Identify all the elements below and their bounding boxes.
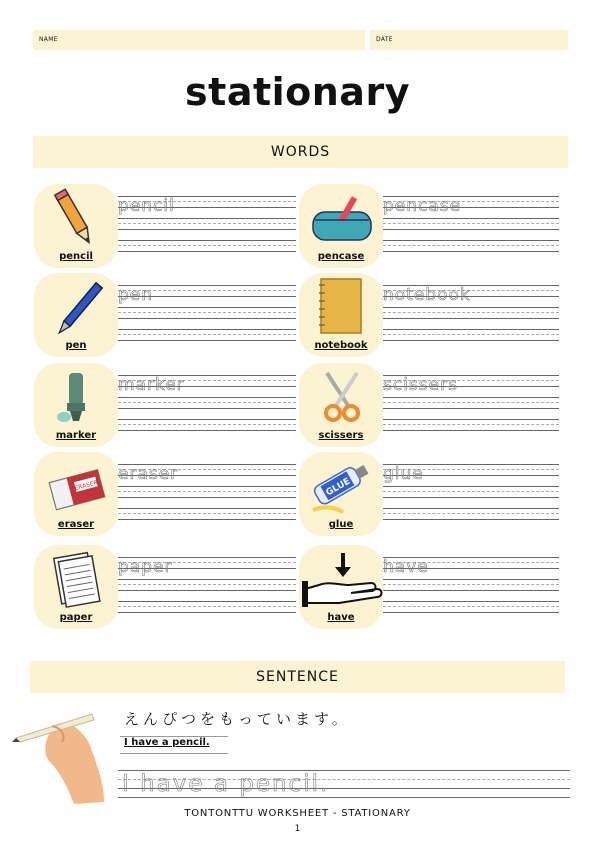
writing-lines-eraser[interactable] [118, 464, 296, 526]
writing-line[interactable] [383, 307, 559, 319]
writing-lines-have[interactable] [383, 557, 559, 619]
word-card-eraser [34, 452, 118, 536]
eraser-icon [34, 452, 118, 522]
writing-line[interactable] [383, 508, 559, 520]
word-label: marker [55, 430, 97, 441]
notebook-icon [299, 273, 383, 343]
writing-lines-paper[interactable] [118, 557, 296, 619]
pen-icon [34, 273, 118, 343]
word-card-have [299, 545, 383, 629]
writing-lines-glue[interactable] [383, 464, 559, 526]
writing-lines-notebook[interactable] [383, 285, 559, 347]
words-heading: WORDS [33, 136, 568, 168]
writing-line[interactable] [383, 579, 559, 591]
sentence-japanese: えんぴつをもっています。 [124, 710, 351, 728]
writing-line[interactable] [118, 240, 296, 252]
trace-word: pencase [383, 196, 462, 216]
word-label: have [327, 612, 355, 623]
writing-line[interactable] [383, 419, 559, 431]
writing-line[interactable] [118, 601, 296, 613]
word-label: pencil [59, 251, 93, 262]
sentence-heading: SENTENCE [30, 661, 565, 693]
word-label: paper [59, 612, 93, 623]
trace-word: notebook [383, 285, 471, 305]
word-card-glue [299, 452, 383, 536]
word-card-marker [34, 363, 118, 447]
writing-line[interactable] [118, 307, 296, 319]
word-label: glue [328, 519, 354, 530]
writing-line[interactable] [383, 218, 559, 230]
writing-line[interactable] [118, 329, 296, 341]
word-label: scissers [318, 430, 364, 441]
trace-word: pen [118, 285, 154, 305]
word-label: pencase [317, 251, 365, 262]
footer-text: TONTONTTU WORKSHEET - STATIONARY [184, 808, 411, 819]
word-label: pen [65, 340, 87, 351]
trace-word: have [383, 557, 429, 577]
writing-line[interactable] [383, 329, 559, 341]
word-card-pencase [299, 184, 383, 268]
sentence-english: I have a pencil. [124, 737, 210, 748]
word-label: notebook [314, 340, 368, 351]
writing-line[interactable] [118, 486, 296, 498]
date-field[interactable] [370, 30, 568, 50]
trace-word: marker [118, 375, 185, 395]
page-title: stationary [185, 70, 410, 114]
scissors-icon [299, 363, 383, 433]
paper-icon [34, 545, 118, 615]
word-card-scissers [299, 363, 383, 447]
writing-lines-pencil[interactable] [118, 196, 296, 258]
hand-icon [299, 545, 383, 615]
date-label: DATE [376, 36, 393, 43]
writing-lines-marker[interactable] [118, 375, 296, 437]
name-field[interactable] [33, 30, 365, 50]
trace-word: pencil [118, 196, 175, 216]
pencase-icon [299, 184, 383, 254]
trace-word: eraser [118, 464, 179, 484]
word-label: eraser [57, 519, 95, 530]
word-card-paper [34, 545, 118, 629]
writing-line[interactable] [383, 240, 559, 252]
writing-line[interactable] [118, 419, 296, 431]
page-number: 1 [294, 824, 301, 834]
pencil-icon [34, 184, 118, 254]
marker-icon [34, 363, 118, 433]
name-label: NAME [39, 36, 58, 43]
writing-line[interactable] [118, 218, 296, 230]
writing-line[interactable] [383, 486, 559, 498]
writing-line[interactable] [383, 601, 559, 613]
word-card-notebook [299, 273, 383, 357]
glue-icon-text: GLUE [324, 476, 353, 499]
writing-line[interactable] [383, 397, 559, 409]
word-card-pen [34, 273, 118, 357]
writing-lines-scissers[interactable] [383, 375, 559, 437]
sentence-trace-text: I have a pencil. [122, 771, 330, 797]
writing-lines-pencase[interactable] [383, 196, 559, 258]
glue-icon [299, 452, 383, 522]
trace-word: glue [383, 464, 424, 484]
writing-line[interactable] [118, 397, 296, 409]
eraser-icon-text: ERASER [73, 479, 99, 493]
word-card-pencil [34, 184, 118, 268]
writing-hand-icon [12, 706, 122, 806]
writing-line[interactable] [118, 579, 296, 591]
writing-lines-pen[interactable] [118, 285, 296, 347]
writing-line[interactable] [118, 508, 296, 520]
trace-word: scissers [383, 375, 458, 395]
trace-word: paper [118, 557, 173, 577]
